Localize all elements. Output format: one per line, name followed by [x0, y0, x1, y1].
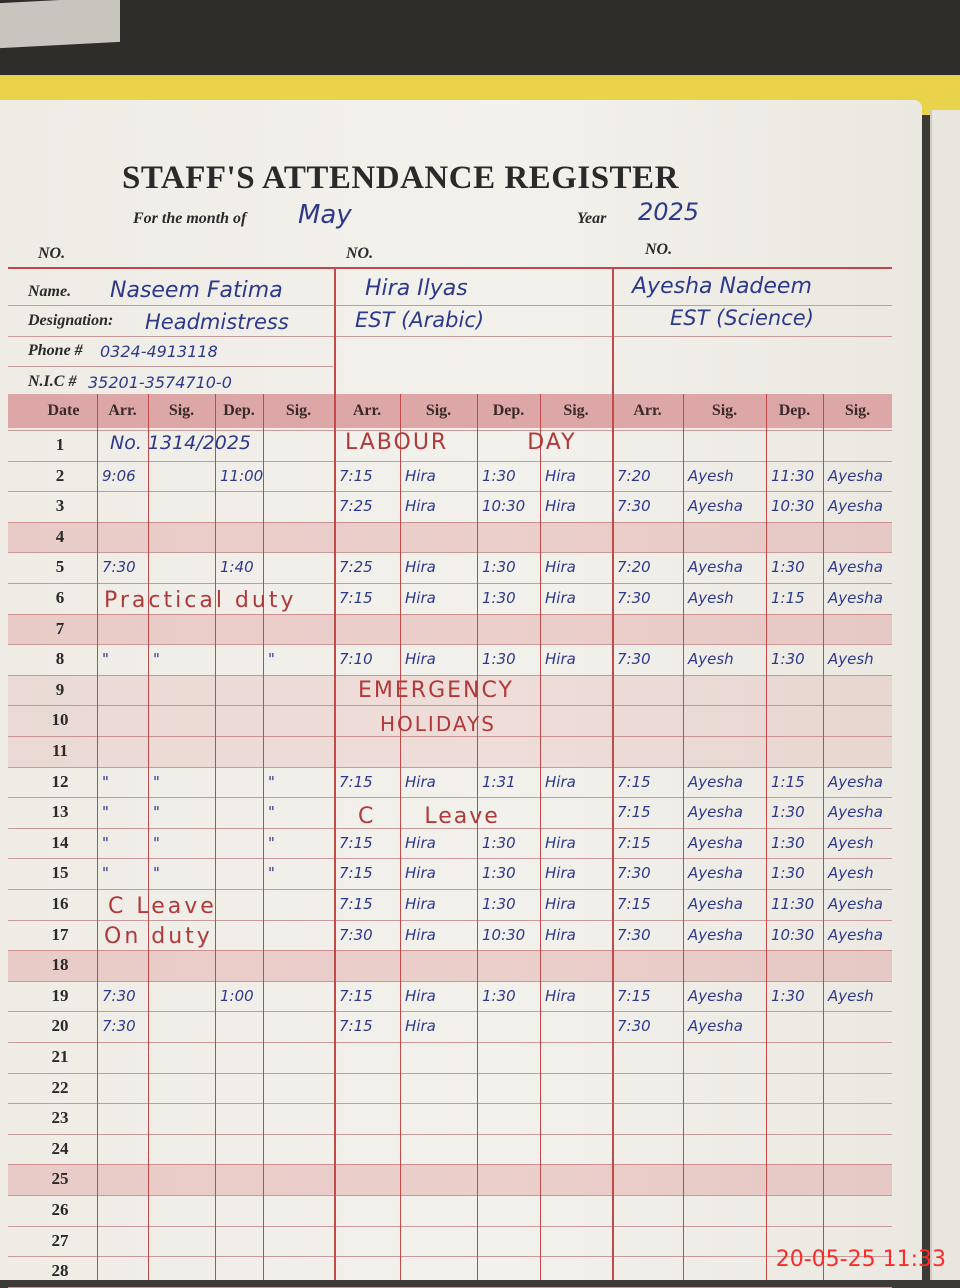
date-cell: 19 [51, 985, 69, 1005]
entry-s3-dep: 10:30 [771, 925, 815, 944]
holiday-band [8, 614, 892, 645]
column-header-7: Dep. [492, 402, 525, 419]
entry-s2-arr: 7:15 [339, 833, 373, 852]
column-rule [823, 394, 824, 1280]
entry-s1-arr: 7:30 [102, 986, 136, 1005]
entry-s2-sig2: Hira [545, 986, 576, 1005]
staff2-name: Hira Ilyas [365, 276, 468, 301]
row-rule [8, 920, 892, 921]
date-cell: 13 [51, 802, 69, 822]
designation-rule [8, 336, 892, 337]
entry-s2-arr: 7:15 [339, 466, 373, 485]
entry-s2-sig: Hira [405, 650, 436, 669]
date-cell: 11 [51, 741, 69, 760]
entry-s1-sig2: " [268, 772, 275, 791]
date-cell: 24 [51, 1138, 69, 1158]
entry-s3-arr: 7:30 [617, 1017, 651, 1036]
row-rule [8, 858, 892, 859]
entry-s1-sig2: " [268, 650, 275, 669]
entry-s3-arr: 7:15 [617, 986, 651, 1005]
entry-s2-dep: 1:30 [482, 466, 516, 485]
entry-s2-arr: 7:15 [339, 986, 373, 1005]
entry-s2-sig2: Hira [545, 772, 576, 791]
note-on-duty: On duty [104, 924, 213, 949]
entry-s3-arr: 7:30 [617, 864, 651, 883]
entry-s2-sig: Hira [405, 466, 436, 485]
date-cell: 1 [55, 435, 65, 454]
entry-s1-sig: " [153, 833, 160, 852]
column-header-9: Arr. [633, 402, 662, 419]
date-cell: 25 [51, 1169, 69, 1189]
entry-s2-sig2: Hira [545, 925, 576, 944]
entry-s1-sig2: " [268, 864, 275, 883]
entry-s1-sig: " [153, 864, 160, 883]
entry-s1-arr: " [102, 864, 109, 883]
entry-s1-arr: " [102, 772, 109, 791]
entry-s1-sig: " [153, 803, 160, 822]
entry-s3-sig2: Ayesha [828, 925, 883, 944]
entry-s3-dep: 1:15 [771, 772, 805, 791]
entry-s3-sig2: Ayesha [828, 895, 883, 913]
staff1-name: Naseem Fatima [110, 278, 283, 303]
column-header-4: Sig. [285, 402, 312, 419]
entry-s3-arr: 7:15 [617, 772, 651, 791]
phone-label: Phone # [28, 342, 83, 359]
entry-s3-sig: Ayesha [688, 497, 743, 516]
holiday-band [8, 522, 892, 553]
entry-s3-dep: 1:30 [771, 864, 805, 883]
column-rule [766, 394, 767, 1280]
entry-s1-dep: 1:40 [220, 558, 254, 577]
entry-s3-dep: 11:30 [771, 895, 815, 913]
date-cell: 22 [51, 1077, 69, 1097]
entry-s2-arr: 7:15 [339, 864, 373, 883]
entry-s2-sig: Hira [405, 497, 436, 516]
entry-s2-dep: 1:30 [482, 589, 516, 607]
row-rule [8, 889, 892, 890]
date-cell: 8 [55, 649, 65, 669]
nic-label: N.I.C # [28, 373, 77, 390]
entry-s3-sig: Ayesha [688, 864, 743, 883]
top-rule [8, 267, 892, 269]
entry-s1-dep: 11:00 [220, 466, 264, 485]
entry-s3-dep: 1:30 [771, 803, 805, 822]
next-page-edge [930, 110, 960, 1280]
phone-rule [8, 366, 333, 367]
date-cell: 14 [51, 832, 69, 852]
staff1-nic: 35201-3574710-0 [88, 373, 232, 392]
note-c-leave-left: C Leave [108, 894, 217, 919]
entry-s3-arr: 7:20 [617, 466, 651, 485]
column-header-3: Dep. [223, 402, 255, 419]
column-header-11: Dep. [778, 402, 811, 419]
date-cell: 6 [55, 588, 65, 607]
entry-s2-sig2: Hira [545, 864, 576, 883]
entry-s3-arr: 7:15 [617, 895, 651, 913]
no-label-3: NO. [645, 241, 673, 258]
entry-s2-sig2: Hira [545, 895, 576, 913]
entry-s3-dep: 1:30 [771, 650, 805, 669]
column-header-1: Arr. [108, 402, 137, 419]
entry-s1-arr: " [102, 650, 109, 669]
month-label: For the month of [133, 210, 247, 227]
date-cell: 23 [51, 1108, 69, 1128]
entry-s2-dep: 10:30 [482, 497, 526, 516]
staff3-designation: EST (Science) [670, 306, 814, 330]
entry-s3-sig: Ayesh [688, 466, 734, 485]
column-rule [400, 394, 401, 1280]
entry-s2-sig: Hira [405, 1017, 436, 1036]
holiday-band [8, 950, 892, 981]
entry-s3-dep: 1:15 [771, 589, 805, 607]
row-rule [8, 1226, 892, 1227]
column-header-2: Sig. [168, 402, 195, 419]
entry-s3-dep: 1:30 [771, 558, 805, 577]
entry-s3-arr: 7:15 [617, 803, 651, 822]
entry-s1-arr: 7:30 [102, 558, 136, 577]
column-header-0: Date [47, 402, 80, 419]
month-value: May [298, 200, 352, 230]
entry-s3-sig2: Ayesha [828, 558, 883, 577]
entry-s3-sig: Ayesha [688, 772, 743, 791]
date-cell: 3 [55, 496, 65, 516]
entry-s3-dep: 1:30 [771, 986, 805, 1005]
entry-s2-dep: 1:30 [482, 986, 516, 1005]
row-rule [8, 552, 892, 553]
entry-s2-sig: Hira [405, 895, 436, 913]
entry-s3-sig: Ayesh [688, 589, 734, 607]
entry-s3-sig: Ayesha [688, 895, 743, 913]
column-header-6: Sig. [425, 402, 452, 419]
entry-s2-sig2: Hira [545, 833, 576, 852]
date-cell: 26 [51, 1200, 69, 1219]
staff1-phone: 0324-4913118 [100, 342, 218, 361]
entry-s3-sig2: Ayesha [828, 466, 883, 485]
entry-s2-arr: 7:15 [339, 1017, 373, 1036]
entry-s2-sig2: Hira [545, 497, 576, 516]
entry-s3-sig2: Ayesh [828, 986, 874, 1005]
row-rule [8, 461, 892, 462]
entry-s2-dep: 1:30 [482, 895, 516, 913]
entry-s2-dep: 1:30 [482, 558, 516, 577]
column-rule [263, 394, 264, 1280]
entry-s3-sig: Ayesha [688, 558, 743, 577]
entry-s2-sig: Hira [405, 772, 436, 791]
entry-s1-dep: 1:00 [220, 986, 254, 1005]
entry-s2-arr: 7:25 [339, 558, 373, 577]
entry-s3-arr: 7:30 [617, 497, 651, 516]
entry-s2-sig: Hira [405, 986, 436, 1005]
column-rule [215, 394, 216, 1280]
entry-s2-arr: 7:15 [339, 589, 373, 607]
column-header-10: Sig. [711, 402, 738, 419]
row-rule [8, 1103, 892, 1104]
entry-s1-arr: " [102, 803, 109, 822]
entry-s2-sig: Hira [405, 864, 436, 883]
entry-s3-sig: Ayesha [688, 833, 743, 852]
note-holidays: HOLIDAYS [380, 712, 496, 736]
date-cell: 17 [51, 924, 69, 944]
note-emergency: EMERGENCY [358, 678, 514, 703]
entry-s3-sig: Ayesha [688, 803, 743, 822]
entry-s2-sig: Hira [405, 925, 436, 944]
note-practical-duty: Practical duty [104, 588, 297, 613]
entry-s3-sig2: Ayesha [828, 589, 883, 607]
column-rule [683, 394, 684, 1280]
entry-s3-sig: Ayesha [688, 925, 743, 944]
date-cell: 12 [51, 771, 69, 791]
entry-s2-arr: 7:10 [339, 650, 373, 669]
row-rule [8, 1073, 892, 1074]
row-rule [8, 1195, 892, 1196]
entry-s2-sig2: Hira [545, 589, 576, 607]
row-rule [8, 767, 892, 768]
entry-s1-sig: " [153, 772, 160, 791]
entry-s2-dep: 1:30 [482, 864, 516, 883]
entry-s1-sig2: " [268, 803, 275, 822]
column-rule [148, 394, 149, 1280]
date-cell: 28 [51, 1261, 69, 1281]
entry-s3-arr: 7:30 [617, 925, 651, 944]
entry-s1-sig2: " [268, 833, 275, 852]
row-rule [8, 644, 892, 645]
entry-s2-sig2: Hira [545, 650, 576, 669]
date-cell: 4 [55, 526, 65, 546]
entry-s2-arr: 7:15 [339, 772, 373, 791]
date-cell: 9 [55, 679, 65, 699]
date-cell: 27 [51, 1230, 69, 1250]
entry-s3-arr: 7:15 [617, 833, 651, 852]
column-header-12: Sig. [844, 402, 871, 419]
staff3-name: Ayesha Nadeem [632, 274, 812, 299]
date-cell: 15 [51, 863, 69, 883]
column-rule [334, 267, 336, 1280]
date-cell: 5 [55, 557, 65, 577]
entry-s3-dep: 1:30 [771, 833, 805, 852]
entry-s3-sig2: Ayesha [828, 772, 883, 791]
entry-s1-arr: " [102, 833, 109, 852]
date-cell: 16 [51, 894, 69, 913]
column-header-8: Sig. [563, 402, 589, 419]
row-rule [8, 797, 892, 798]
entry-s3-arr: 7:30 [617, 650, 651, 669]
entry-s3-sig: Ayesha [688, 986, 743, 1005]
entry-s3-arr: 7:30 [617, 589, 651, 607]
entry-s1-arr: 7:30 [102, 1017, 136, 1036]
staff2-designation: EST (Arabic) [355, 308, 485, 332]
date-cell: 21 [51, 1047, 69, 1066]
row-rule [8, 1134, 892, 1135]
entry-s3-sig2: Ayesha [828, 497, 883, 516]
date-cell: 2 [55, 465, 65, 485]
register-title: STAFF'S ATTENDANCE REGISTER [122, 160, 679, 196]
entry-s3-sig2: Ayesh [828, 650, 874, 669]
entry-s3-sig2: Ayesh [828, 833, 874, 852]
no-label-2: NO. [346, 245, 374, 262]
name-rule [8, 305, 892, 306]
column-rule [612, 267, 614, 1280]
column-header-5: Arr. [352, 402, 382, 419]
designation-label: Designation: [28, 312, 114, 329]
row-rule [8, 491, 892, 492]
column-rule [540, 394, 541, 1280]
entry-s2-arr: 7:25 [339, 497, 373, 516]
entry-s3-sig: Ayesha [688, 1017, 743, 1036]
date-cell: 18 [51, 955, 69, 975]
year-label: Year [577, 210, 607, 227]
photo-timestamp: 20-05-25 11:33 [775, 1247, 946, 1272]
entry-s2-dep: 1:30 [482, 833, 516, 852]
entry-s2-sig2: Hira [545, 558, 576, 577]
date-cell: 20 [51, 1016, 69, 1036]
background-paper [0, 0, 120, 48]
date-cell: 7 [55, 618, 65, 638]
note-c-leave-mid: C Leave [358, 804, 500, 829]
entry-s2-dep: 1:31 [482, 772, 516, 791]
name-label: Name. [28, 283, 72, 300]
entry-s3-arr: 7:20 [617, 558, 651, 577]
entry-s2-sig: Hira [405, 558, 436, 577]
entry-s3-dep: 11:30 [771, 466, 815, 485]
year-value: 2025 [638, 198, 700, 226]
entry-s2-arr: 7:15 [339, 895, 373, 913]
note-labour-day: LABOUR DAY [345, 430, 577, 455]
column-rule [477, 394, 478, 1280]
row-rule [8, 1011, 892, 1012]
entry-s2-dep: 10:30 [482, 925, 526, 944]
date-cell: 10 [51, 710, 69, 730]
entry-s3-sig2: Ayesha [828, 803, 883, 822]
row-rule [8, 583, 892, 584]
entry-s2-sig2: Hira [545, 466, 576, 485]
row-rule [8, 1042, 892, 1043]
entry-s2-sig: Hira [405, 589, 436, 607]
entry-s3-sig2: Ayesh [828, 864, 874, 883]
row-rule [8, 981, 892, 982]
entry-s1-arr: 9:06 [102, 466, 136, 485]
row-rule [8, 1256, 892, 1257]
entry-s3-sig: Ayesh [688, 650, 734, 669]
holiday-band [8, 1164, 892, 1195]
entry-s1-sig: " [153, 650, 160, 669]
note-day1: No. 1314/2025 [110, 432, 252, 454]
entry-s2-sig: Hira [405, 833, 436, 852]
staff1-designation: Headmistress [145, 310, 289, 334]
no-label-1: NO. [38, 245, 66, 262]
entry-s2-dep: 1:30 [482, 650, 516, 669]
column-rule [97, 394, 98, 1280]
entry-s2-arr: 7:30 [339, 925, 373, 944]
entry-s3-dep: 10:30 [771, 497, 815, 516]
